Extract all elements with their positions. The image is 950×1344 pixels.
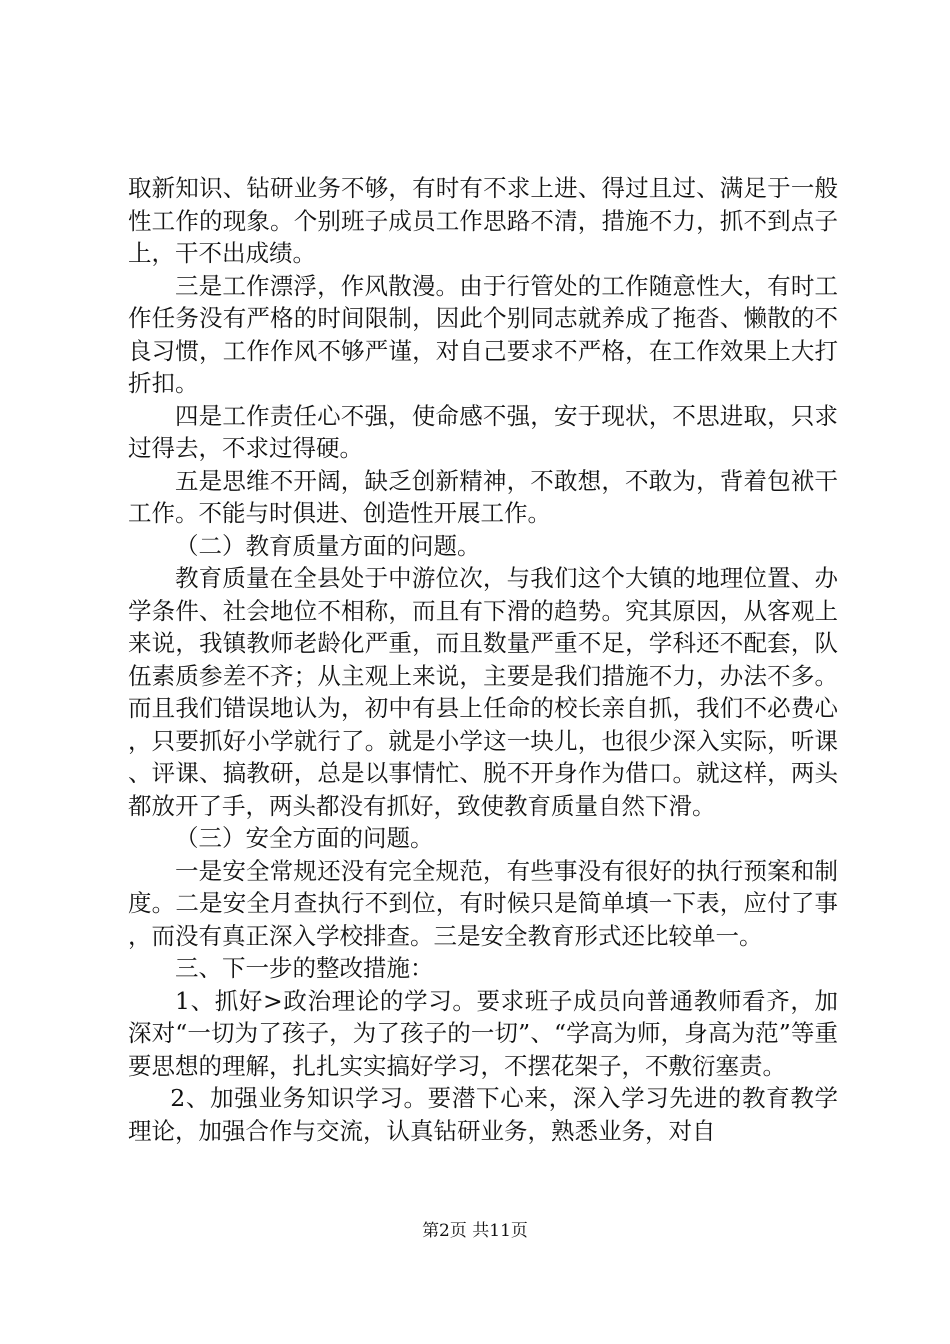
measure-item-1: 1、抓好>政治理论的学习。要求班子成员向普通教师看齐，加深对“一切为了孩子，为了孩子的一切”、“学高为师，身高为范”等重要思想的理解，扎扎实实搞好学习，不摆花架子，不敷衍塞责。 bbox=[128, 986, 838, 1080]
section-heading-2: （二）教育质量方面的问题。 bbox=[175, 531, 481, 560]
paragraph-4: 五是思维不开阔，缺乏创新精神，不敢想，不敢为，背着包袱干工作。不能与时俱进、创造性开展工作。 bbox=[128, 466, 838, 527]
section-heading-measures: 三、下一步的整改措施： bbox=[175, 954, 434, 982]
page-number-footer: 第2页 共11页 bbox=[422, 1221, 528, 1241]
document-body bbox=[128, 172, 838, 1147]
paragraph-1: 取新知识、钻研业务不够，有时有不求上进、得过且过、满足于一般性工作的现象。个别班子成员工作思路不清，措施不力，抓不到点子上，干不出成绩。 bbox=[128, 174, 838, 267]
paragraph-2: 三是工作漂浮，作风散漫。由于行管处的工作随意性大，有时工作任务没有严格的时间限制，因此个别同志就养成了拖沓、懒散的不良习惯，工作作风不够严谨，对自己要求不严格，在工作效果上大打折扣。 bbox=[128, 271, 838, 397]
paragraph-6: 一是安全常规还没有完全规范，有些事没有很好的执行预案和制度。二是安全月查执行不到位，有时候只是简单填一下表，应付了事，而没有真正深入学校排查。三是安全教育形式还比较单一。 bbox=[128, 856, 838, 950]
paragraph-5: 教育质量在全县处于中游位次，与我们这个大镇的地理位置、办学条件、社会地位不相称，而且有下滑的趋势。究其原因，从客观上来说，我镇教师老龄化严重，而且数量严重不足，学科还不配套，队伍素质参差不齐；从主观上来说，主要是我们措施不力，办法不多。而且我们错误地认为，初中有县上任命的校长亲自抓，我们不必费心，只要抓好小学就行了。就是小学这一块儿，也很少深入实际，听课、评课、搞教研，总是以事情忙、脱不开身作为借口。就这样，两头都放开了手，两头都没有抓好，致使教育质量自然下滑。 bbox=[128, 564, 838, 820]
paragraph-3: 四是工作责任心不强，使命感不强，安于现状，不思进取，只求过得去，不求过得硬。 bbox=[128, 401, 838, 462]
section-heading-3: （三）安全方面的问题。 bbox=[175, 824, 434, 852]
measure-item-2: 2、加强业务知识学习。要潜下心来，深入学习先进的教育教学理论，加强合作与交流，认真钻研业务，熟悉业务，对自 bbox=[128, 1084, 838, 1145]
